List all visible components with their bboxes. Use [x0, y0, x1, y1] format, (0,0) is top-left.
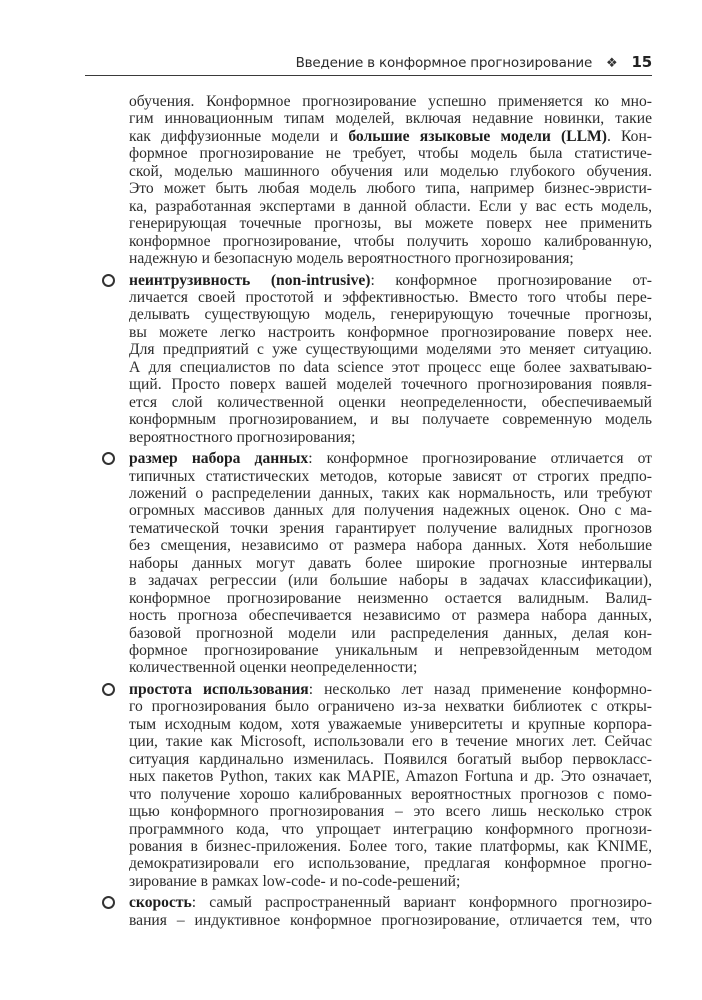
- text-line: [129, 394, 652, 411]
- text-segment: гим инновационным типам моделей, включая недавние новинки, такие: [129, 110, 652, 128]
- text-line: [129, 233, 652, 250]
- text-line: [129, 250, 652, 267]
- bold-term: большие языковые модели (LLM): [348, 127, 607, 145]
- text-line: [129, 607, 652, 624]
- text-segment: конформное прогнозирование, чтобы получить хорошо калиброванную,: [129, 232, 652, 250]
- text-segment: вы можете легко настроить конформное прогнозирование поверх нее.: [129, 323, 652, 341]
- bold-term: неинтрузивность (non-intrusive): [129, 271, 371, 289]
- text-line: [129, 110, 652, 127]
- text-segment: конформным прогнозированием, и вы получаете современную модель: [129, 411, 652, 429]
- text-line: [129, 359, 652, 376]
- text-line: [129, 625, 652, 642]
- text-line: [129, 145, 652, 162]
- ornament-icon: ❖: [606, 56, 618, 71]
- text-line: [129, 912, 652, 929]
- text-segment: наборы данных могут давать более широкие прогнозные интервалы: [129, 554, 652, 572]
- text-line: [129, 698, 652, 715]
- text-segment: формное прогнозирование уникальным и непревзойденным методом: [129, 641, 652, 659]
- text-segment: как диффузионные модели и: [129, 127, 349, 145]
- text-segment: рования в бизнес-приложения. Более того, такие платформы, как KNIME,: [129, 837, 652, 855]
- text-segment: личается своей простотой и эффективностью. Вместо того чтобы пере-: [129, 289, 652, 306]
- text-segment: ситуация кардинально изменилась. Появился богатый выбор первокласс-: [129, 750, 652, 768]
- text-segment: ность прогноза обеспечивается независимо от размера набора данных,: [129, 607, 652, 625]
- text-segment: программного кода, что упрощает интеграцию конформного прогнози-: [129, 820, 652, 838]
- text-segment: ных пакетов Python, таких как MAPIE, Amazon Fortuna и др. Это означает,: [129, 768, 652, 786]
- text-line: [129, 272, 652, 289]
- text-line: [129, 376, 652, 393]
- text-line: [129, 537, 652, 554]
- circle-bullet-icon: [102, 683, 115, 696]
- running-header: [85, 52, 652, 76]
- text-line: [129, 855, 652, 872]
- text-line: [129, 572, 652, 589]
- text-line: [129, 450, 652, 467]
- text-segment: : конформное прогнозирование от-: [370, 271, 652, 289]
- text-segment: ется слой количественной оценки неопределенности, обеспечиваемый: [129, 393, 652, 411]
- text-segment: типичных статистических методов, которые зависят от строгих предпо-: [129, 467, 652, 485]
- text-line: [129, 751, 652, 768]
- text-line: [129, 306, 652, 323]
- text-line: [129, 324, 652, 341]
- text-segment: что получение хорошо калиброванных вероятностных прогнозов с помо-: [129, 785, 652, 803]
- text-line: [129, 681, 652, 698]
- text-segment: ложений о распределении данных, таких как нормальность, или требуют: [129, 485, 652, 502]
- text-line: [129, 289, 652, 306]
- page-body: [129, 93, 652, 929]
- text-line: [129, 733, 652, 750]
- text-line: [129, 180, 652, 197]
- text-line: [129, 873, 652, 890]
- bold-term: простота использования: [129, 681, 309, 698]
- text-segment: : конформное прогнозирование отличается от: [308, 450, 652, 468]
- text-segment: А для специалистов по data science этот процесс еще более захватываю-: [129, 358, 652, 376]
- bullet-list-item: [129, 450, 652, 677]
- text-line: [129, 341, 652, 358]
- text-line: [129, 590, 652, 607]
- text-line: [129, 821, 652, 838]
- text-segment: го прогнозирования было ограничено из-за нехватки библиотек с откры-: [129, 698, 652, 716]
- text-line: [129, 803, 652, 820]
- text-segment: вания – индуктивное конформное прогнозирование, отличается тем, что: [129, 911, 652, 929]
- text-line: [129, 128, 652, 145]
- circle-bullet-icon: [102, 274, 115, 287]
- text-segment: делывать существующую модель, генерирующую точечные прогнозы,: [129, 306, 652, 324]
- text-segment: обучения. Конформное прогнозирование успешно применяется ко мно-: [129, 93, 652, 110]
- text-line: [129, 894, 652, 911]
- text-segment: огромных массивов данных для получения надежных оценок. Оно с ма-: [129, 502, 652, 520]
- text-segment: Это может быть любая модель любого типа, например бизнес-эвристи-: [129, 180, 652, 198]
- text-line: [129, 786, 652, 803]
- text-line: [129, 215, 652, 232]
- text-line: [129, 429, 652, 446]
- text-line: [129, 838, 652, 855]
- text-line: [129, 93, 652, 110]
- bold-term: скорость: [129, 894, 192, 912]
- text-segment: конформное прогнозирование неизменно остается валидным. Валид-: [129, 589, 652, 607]
- text-segment: . Кон-: [606, 127, 652, 145]
- text-line: [129, 198, 652, 215]
- text-line: [129, 520, 652, 537]
- text-line: [129, 485, 652, 502]
- chapter-title: Введение в конформное прогнозирование: [295, 55, 593, 71]
- text-segment: щью конформного прогнозирования – это всего лишь несколько строк: [129, 803, 652, 821]
- text-segment: тым исходным кодом, хотя уважаемые университеты и крупные корпора-: [129, 715, 652, 733]
- text-line: [129, 411, 652, 428]
- text-line: [129, 659, 652, 676]
- page-number: 15: [631, 53, 652, 71]
- text-segment: : несколько лет назад применение конформно-: [308, 681, 652, 698]
- text-line: [129, 716, 652, 733]
- circle-bullet-icon: [102, 896, 115, 909]
- text-line: [129, 768, 652, 785]
- bullet-list-item: [129, 894, 652, 929]
- text-segment: ской, моделью машинного обучения или моделью глубокого обучения.: [129, 162, 652, 180]
- text-segment: надежную и безопасную модель вероятностного прогнозирования;: [129, 249, 574, 267]
- text-line: [129, 555, 652, 572]
- text-segment: базовой прогнозной модели или распределения данных, делая кон-: [129, 624, 652, 642]
- text-line: [129, 502, 652, 519]
- text-segment: генерирующая точечные прогнозы, вы можете поверх нее применить: [129, 215, 652, 233]
- circle-bullet-icon: [102, 452, 115, 465]
- text-segment: без смещения, независимо от размера набора данных. Хотя небольшие: [129, 537, 652, 555]
- text-segment: : самый распространенный вариант конформного прогнозиро-: [191, 894, 652, 912]
- text-segment: тематической точки зрения гарантирует получение валидных прогнозов: [129, 519, 652, 537]
- text-line: [129, 163, 652, 180]
- text-line: [129, 642, 652, 659]
- text-segment: ции, такие как Microsoft, использовали его в течение многих лет. Сейчас: [129, 733, 652, 751]
- text-segment: вероятностного прогнозирования;: [129, 428, 356, 446]
- text-segment: щий. Просто поверх вашей моделей точечного прогнозирования появля-: [129, 376, 652, 394]
- paragraph: [129, 93, 652, 267]
- text-segment: количественной оценки неопределенности;: [129, 659, 418, 677]
- bullet-list-item: [129, 272, 652, 446]
- text-segment: формное прогнозирование не требует, чтобы модель была статистиче-: [129, 145, 652, 163]
- text-segment: зирование в рамках low-code- и no-code-решений;: [129, 872, 461, 890]
- text-segment: ка, разработанная экспертами в данной области. Если у вас есть модель,: [129, 197, 652, 215]
- text-segment: демократизировали его использование, предлагая конформное прогно-: [129, 855, 652, 873]
- text-segment: Для предприятий с уже существующими моделями это меняет ситуацию.: [129, 341, 652, 359]
- bold-term: размер набора данных: [129, 450, 309, 468]
- bullet-list-item: [129, 681, 652, 890]
- text-segment: в задачах регрессии (или большие наборы в задачах классификации),: [129, 572, 652, 590]
- text-line: [129, 468, 652, 485]
